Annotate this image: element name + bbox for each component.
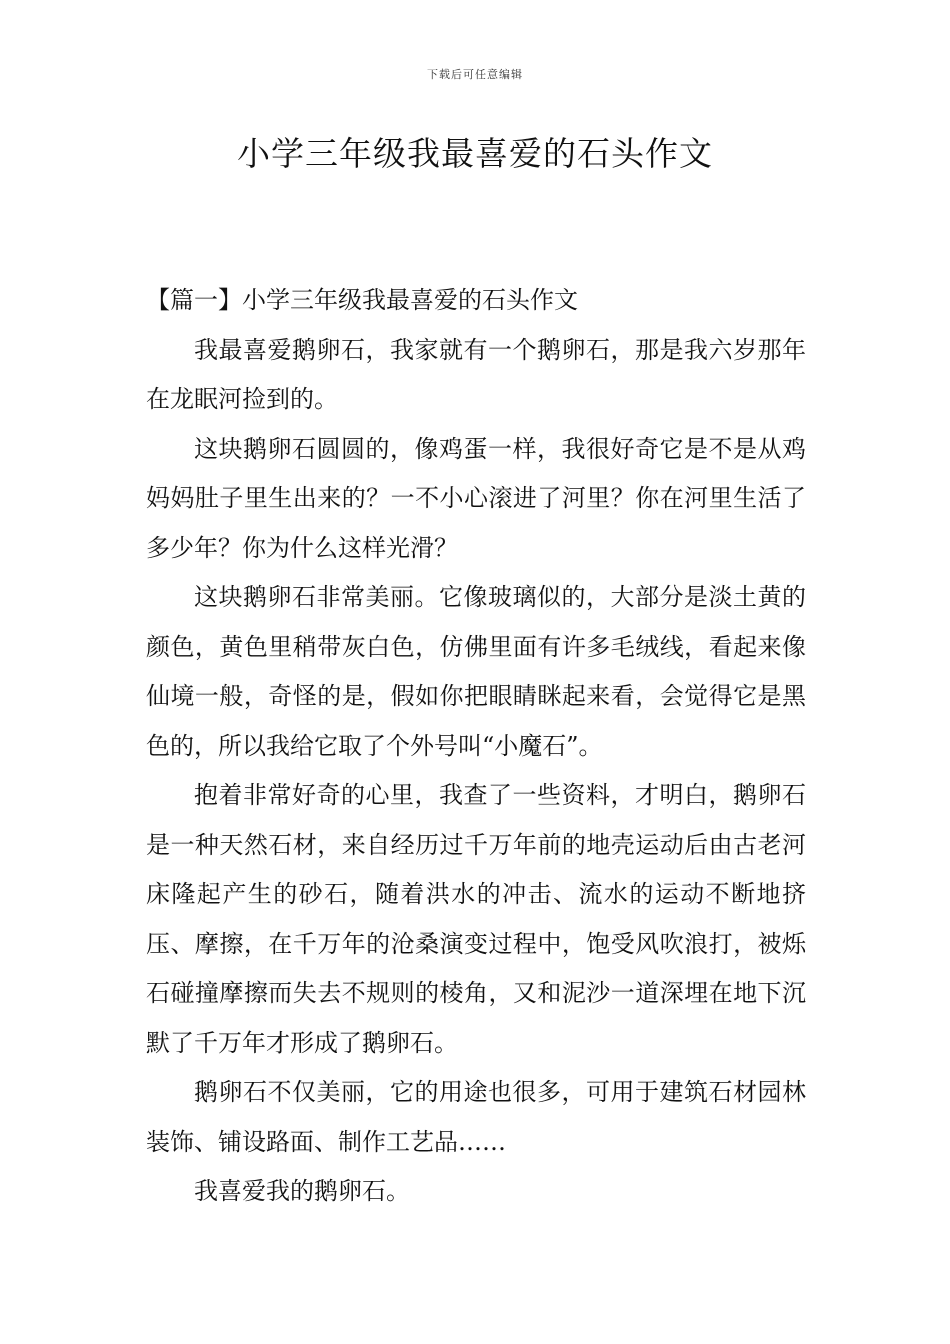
paragraph: 我喜爱我的鹅卵石。 [194,1177,410,1205]
document-title: 小学三年级我最喜爱的石头作文 [237,134,713,173]
header-note: 下载后可任意编辑 [427,68,523,81]
document-body [146,276,806,1217]
paragraph: 鹅卵石不仅美丽，它的用途也很多，可用于建筑石材园林装饰、铺设路面、制作工艺品…… [146,1078,806,1156]
paragraph: 这块鹅卵石圆圆的，像鸡蛋一样，我很好奇它是不是从鸡妈妈肚子里生出来的？一不小心滚进了河里？你在河里生活了多少年？你为什么这样光滑？ [146,434,806,562]
paragraph: 抱着非常好奇的心里，我查了一些资料，才明白，鹅卵石是一种天然石材，来自经历过千万年前的地壳运动后由古老河床隆起产生的砂石，随着洪水的冲击、流水的运动不断地挤压、摩擦，在千万年的沧桑演变过程中，饱受风吹浪打，被烁石碰撞摩擦而失去不规则的棱角，又和泥沙一道深埋在地下沉默了千万年才形成了鹅卵石。 [146,781,806,1057]
paragraph: 这块鹅卵石非常美丽。它像玻璃似的，大部分是淡土黄的颜色，黄色里稍带灰白色，仿佛里面有许多毛绒线，看起来像仙境一般，奇怪的是，假如你把眼睛眯起来看，会觉得它是黑色的，所以我给它取了个外号叫“小魔石”。 [146,583,806,760]
section-heading: 【篇一】小学三年级我最喜爱的石头作文 [146,286,578,314]
paragraph: 我最喜爱鹅卵石，我家就有一个鹅卵石，那是我六岁那年在龙眠河捡到的。 [146,335,806,413]
